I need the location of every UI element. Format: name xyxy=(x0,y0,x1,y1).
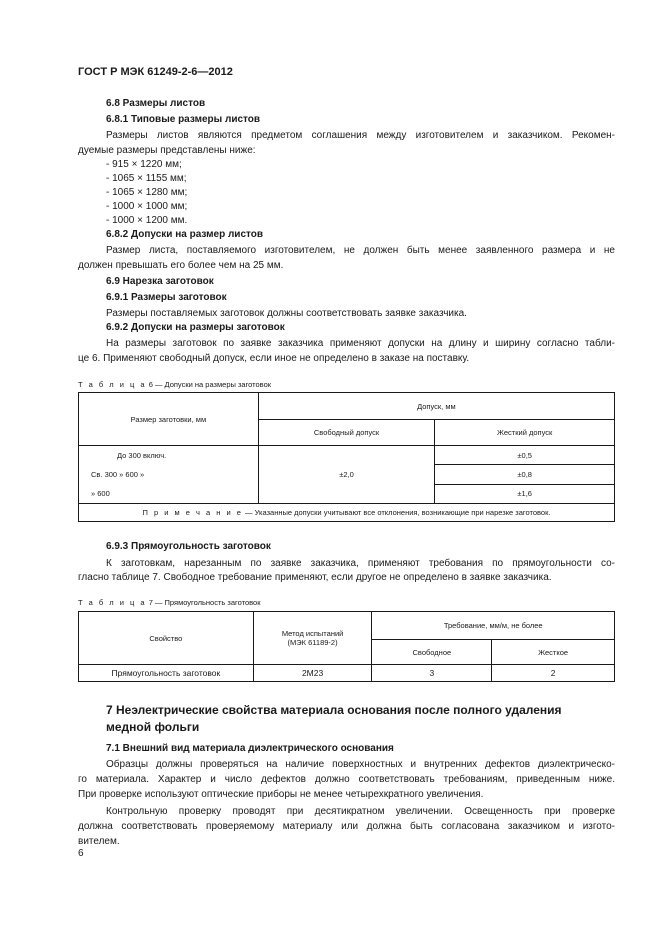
size-list-item: - 1000 × 1200 мм. xyxy=(106,215,188,226)
table-6-strict-value: ±1,6 xyxy=(435,484,615,503)
table-7-caption xyxy=(78,598,260,607)
paragraph-line: це 6. Применяют свободный допуск, если иное не определено в заказе на поставку. xyxy=(78,353,470,364)
page-number: 6 xyxy=(78,848,84,859)
table-6-note-text: — Указанные допуски учитывают все отклонения, возникающие при нарезке заготовок. xyxy=(242,508,551,517)
table-7-caption-prefix: Т а б л и ц а xyxy=(78,598,147,607)
section-7-1-heading: 7.1 Внешний вид материала диэлектрического основания xyxy=(106,743,394,754)
section-6-8-heading: 6.8 Размеры листов xyxy=(106,98,206,109)
paragraph-line: вителем. xyxy=(78,836,120,847)
table-6-header-free: Свободный допуск xyxy=(258,420,435,446)
table-6-note-label: П р и м е ч а н и е xyxy=(142,508,243,517)
paragraph-line: При проверке используют оптические приборы не менее четырехкратного увеличения. xyxy=(78,789,484,800)
table-6-strict-value: ±0,5 xyxy=(435,446,615,465)
table-7-header-requirement: Требование, мм/м, не более xyxy=(372,612,615,640)
paragraph-line: должен превышать его более чем на 25 мм. xyxy=(78,260,284,271)
size-list-item: - 1065 × 1280 мм; xyxy=(106,187,188,198)
table-6-caption-text: 6 — Допуски на размеры заготовок xyxy=(148,380,272,389)
table-7-free-value: 3 xyxy=(372,665,492,682)
table-7-header-method xyxy=(253,612,372,665)
document-header: ГОСТ Р МЭК 61249-2-6—2012 xyxy=(78,66,233,78)
table-6-size-row: До 300 включ. xyxy=(117,451,167,460)
table-7-method: 2М23 xyxy=(253,665,372,682)
table-6-caption xyxy=(78,380,271,389)
paragraph-line: должна соответствовать проверяемому материалу или должна быть согласована заказчиком и изгото- xyxy=(78,821,615,832)
section-6-9-2-heading: 6.9.2 Допуски на размеры заготовок xyxy=(106,322,285,333)
section-6-9-1-heading: 6.9.1 Размеры заготовок xyxy=(106,292,227,303)
size-list-item: - 915 × 1220 мм; xyxy=(106,159,182,170)
table-7-header-strict: Жесткое xyxy=(492,640,615,665)
table-7-header-property: Свойство xyxy=(79,612,254,665)
section-6-8-1-heading: 6.8.1 Типовые размеры листов xyxy=(106,114,261,125)
section-7-heading: 7 Неэлектрические свойства материала основания после полного удаления медной фольги xyxy=(106,703,562,734)
table-7-property: Прямоугольность заготовок xyxy=(79,665,254,682)
section-6-9-heading: 6.9 Нарезка заготовок xyxy=(106,276,214,287)
table-row xyxy=(79,665,615,682)
table-6-size-row: Св. 300 » 600 » xyxy=(91,470,145,479)
table-6 xyxy=(78,392,615,522)
table-7-caption-text: 7 — Прямоугольность заготовок xyxy=(148,598,261,607)
paragraph-line: Образцы должны проверяться на наличие поверхностных и внутренних дефектов диэлектрическо- xyxy=(106,759,615,770)
paragraph-line: Размеры поставляемых заготовок должны соответствовать заявке заказчика. xyxy=(106,308,467,319)
paragraph-line: Размер листа, поставляемого изготовителем, не должен быть менее заявленного размера и не xyxy=(106,245,615,256)
table-6-header-strict: Жесткий допуск xyxy=(435,420,615,446)
section-6-9-3-heading: 6.9.3 Прямоугольность заготовок xyxy=(106,541,271,552)
paragraph-line: го материала. Характер и число дефектов должно соответствовать требованиям, приведенным ниже. xyxy=(78,774,615,785)
size-list-item: - 1000 × 1000 мм; xyxy=(106,201,188,212)
paragraph-line: дуемые размеры представлены ниже: xyxy=(78,145,256,156)
section-6-8-2-heading: 6.8.2 Допуски на размер листов xyxy=(106,229,264,240)
table-7-header-method-line: (МЭК 61189-2) xyxy=(287,638,338,647)
table-7-header-free: Свободное xyxy=(372,640,492,665)
paragraph-line: Размеры листов являются предметом соглашения между изготовителем и заказчиком. Рекомен- xyxy=(106,130,615,141)
size-list-item: - 1065 × 1155 мм; xyxy=(106,173,187,184)
table-6-free-value: ±2,0 xyxy=(258,446,435,504)
paragraph-line: гласно таблице 7. Свободное требование применяют, если другое не определено в заявке заказчика. xyxy=(78,572,552,583)
table-7-header-method-line: Метод испытаний xyxy=(281,629,344,638)
table-6-note xyxy=(79,504,615,522)
paragraph-line: К заготовкам, нарезанным по заявке заказчика, применяют требования по прямоугольности со- xyxy=(106,558,615,569)
table-6-size-row: » 600 xyxy=(91,489,110,498)
table-6-header-size: Размер заготовки, мм xyxy=(79,393,259,446)
table-7-strict-value: 2 xyxy=(492,665,615,682)
table-6-header-tolerance: Допуск, мм xyxy=(258,393,614,420)
paragraph-line: На размеры заготовок по заявке заказчика применяют допуски на длину и ширину согласно табли- xyxy=(106,338,615,349)
table-6-caption-prefix: Т а б л и ц а xyxy=(78,380,147,389)
table-6-strict-value: ±0,8 xyxy=(435,465,615,484)
table-6-size-cell xyxy=(79,446,259,504)
table-7 xyxy=(78,611,615,682)
paragraph-line: Контрольную проверку проводят при десятикратном увеличении. Освещенность при проверке xyxy=(106,806,615,817)
